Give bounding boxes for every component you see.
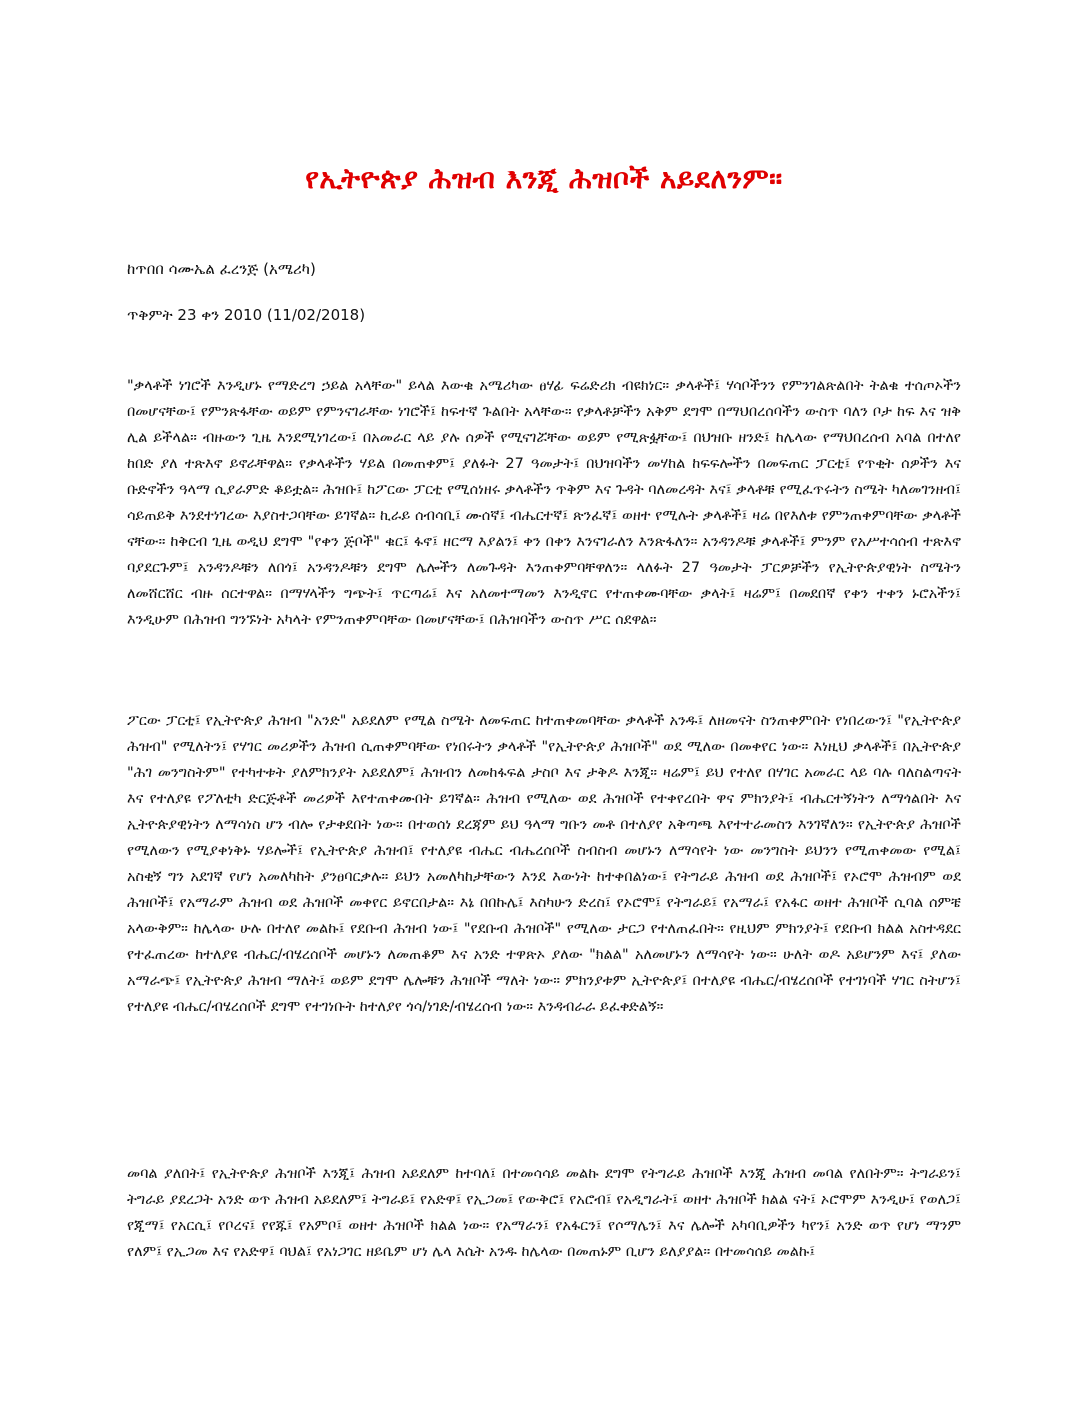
date-line: ጥቅምት 23 ቀን 2010 (11/02/2018)	[127, 306, 366, 324]
paragraph-3: መባል ያለበት፤ የኢትዮጵያ ሕዝቦች እንጂ፤ ሕዝብ አይደለም ከተባለ፤ በተመሳሳይ መልኩ ደግሞ የትግራይ ሕዝቦች እንጂ ሕዝብ መባል የለበትም። ትግራይን፤ ትግራይ ያደረጋት አንድ ወጥ ሕዝብ አይደለም፤ ትግራይ፤ የአድዋ፤ የኢጋመ፤ የውቅሮ፤ የአሮብ፤ የአዲግራት፤ ወዘተ ሕዝቦች ክልል ናት፤ ኦሮሞም እንዲሁ፤ የወለጋ፤ የጂማ፤ የአርሲ፤ የቦረና፤ የየጁ፤ የአምቦ፤ ወዘተ ሕዝቦች ክልል ነው። የአማራን፤ የአፋርን፤ የሶማሌን፤ እና ሌሎች አካባቢዎችን ካየን፤ አንድ ወጥ የሆነ ማንም የለም፤ የኢጋመ እና የአድዋ፤ ባህል፤ የአነጋገር ዘይቤም ሆነ ሌላ እሴት አንዱ ከሌላው በመጠኑም ቢሆን ይለያያል። በተመሳሰይ መልኩ፤	[127, 1166, 961, 1260]
paragraph-1: "ቃላቶች ነገሮች እንዲሆኑ የማድረግ ኃይል አላቸው" ይላል እውቁ አሜሪካው ፀሃፊ ፍሬድሪክ ብዩክነር። ቃላቶች፤ ሃሳቦችንን የምንገልጽልበት ትልቁ ተሰጦኦችን በመሆናቸው፤ የምንጽፋቸው ወይም የምንናገራቸው ነገሮች፤ ከፍተኛ ጉልበት አላቸው። የቃላቶቻችን አቅም ደግሞ በማህበረሰባችን ውስጥ ባለን ቦታ ከፍ እና ዝቅ ሊል ይችላል። ብዙውን ጊዜ እንደሚነገረው፤ በአመራር ላይ ያሉ ሰዎች የሚናገሯቸው ወይም የሚጽፏቸው፤ በህዝቡ ዘንድ፤ ከሌላው የማህበረሰብ አባል በተለየ ከበድ ያለ ተጽእኖ ይኖራቸዋል። የቃላቶችን ሃይል በመጠቀም፤ ያለፉት 27 ዓመታት፤ በህዝባችን መሃከል ከፍፍሎችን በመፍጠር ፓርቲ፤ የጥቂት ሰዎችን እና ቡድኖችን ዓላማ ሲያራምድ ቆይቷል። ሕዝቡ፤ ከፖርው ፓርቲ የሚሰነዘሩ ቃላቶችን ጥቅም እና ጉዳት ባለመረዳት እና፤ ቃላቶቹ የሚፈጥሩትን ስሜት ካለመገንዘብ፤ ሳይጠይቅ እንደተነገረው እያስተጋባቸው ይገኛል። ኪራይ ሰብሳቢ፤ ሙሰኛ፤ ብሔርተኛ፤ ጽንፈኛ፤ ወዘተ የሚሉት ቃላቶች፤ ዛሬ በየእለቱ የምንጠቀምባቸው ቃላቶች ናቸው። ከቅርብ ጊዜ ወዲህ ደግሞ "የቀን ጅቦች" ቁር፤ ፋኖ፤ ዘርማ እያልን፤ ቀን በቀን እንናገራለን እንጽፋለን። አንዳንዶቹ ቃላቶች፤ ምንም የአሥተሳሰብ ተጽእኖ ባያደርጉም፤ አንዳንዶቹን ለበጎ፤ አንዳንዶቹን ደግሞ ሌሎችን ለመጉዳት እንጠቀምባቸዋለን። ላለፉት 27 ዓመታት ፓርዎቻችን የኢትዮጵያዊነት ስሜትን ለመሸርሸር ብዙ ሰርተዋል። በማሃላችን ግጭት፤ ጥርጣሬ፤ እና አለመተማመን እንዲኖር የተጠቀሙባቸው ቃላት፤ ዛሬም፤ በመደበኛ የቀን ተቀን ኑሮአችን፤ እንዲሁም በሕዝብ ግንኙነት አካላት የምንጠቀምባቸው በመሆናቸው፤ በሕዝባችን ውስጥ ሥር ሰደዋል።	[127, 378, 961, 628]
author-line: ከጥበበ ሳሙኤል ፈረንጅ (አሜሪካ)	[127, 260, 316, 278]
page-title: የኢትዮጵያ ሕዝብ እንጂ ሕዝቦች አይደለንም።	[305, 162, 783, 195]
paragraph-2: ፖርው ፓርቲ፤ የኢትዮጵያ ሕዝብ "አንድ" አይደለም የሚል ስሜት ለመፍጠር ከተጠቀመባቸው ቃላቶች አንዱ፤ ለዘመናት ስንጠቀምበት የነበረውን፤ "የኢትዮጵያ ሕዝብ" የሚለትን፤ የሃገር መሪዎችን ሕዝብ ሲጠቀምባቸው የነበሩትን ቃላቶች "የኢትዮጵያ ሕዝቦች" ወደ ሚለው በመቀየር ነው። እነዚህ ቃላቶች፤ በኢትዮጵያ "ሕገ መንግስትም" የተካተቱት ያለምክንያት አይደለም፤ ሕዝብን ለመከፋፍል ታስቦ እና ታቅዶ እንጂ። ዛሬም፤ ይህ የተለየ በሃገር አመራር ላይ ባሉ ባለስልጣናት እና የተለያዩ የፖለቲካ ድርጅቶች መሪዎች እየተጠቀሙበት ይገኛል። ሕዝብ የሚለው ወደ ሕዝቦች የተቀየረበት ዋና ምክንያት፤ ብሔርተኝነትን ለማጎልበት እና ኢትዮጵያዊነትን ለማሳነስ ሆን ብሎ የታቀደበት ነው። በተወሰነ ደረጃም ይህ ዓላማ ግቡን መቶ በተለያየ አቅጣጫ እየተተራመስን እንገኛለን። የኢትዮጵያ ሕዝቦች የሚለውን የሚያቀነቅኑ ሃይሎች፤ የኢትዮጵያ ሕዝብ፤ የተለያዩ ብሔር ብሔረሰቦች ስብስብ መሆኑን ለማሳየት ነው መንግስት ይህንን የሚጠቀመው የሚል፤ አስቂኝ ግን አደገኛ የሆነ አመለካከት ያንፀባርቃሉ። ይህን አመለካከታቸውን እንደ እውነት ከተቀበልነው፤ የትግራይ ሕዝብ ወደ ሕዝቦች፤ የኦሮሞ ሕዝብም ወደ ሕዝቦች፤ የአማራም ሕዝብ ወደ ሕዝቦች መቀየር ይኖርበታል። እኔ በበኩሌ፤ እስካሁን ድረስ፤ የኦሮሞ፤ የትግራይ፤ የአማራ፤ የአፋር ወዘተ ሕዝቦች ሲባል ሰምቼ አላውቅም። ከሌላው ሁሉ በተለየ መልኩ፤ የደቡብ ሕዝብ ነው፤ "የደቡብ ሕዝቦች" የሚለው ታርጋ የተለጠፈበት። የዚህም ምክንያት፤ የደቡብ ክልል አስተዳደር የተፈጠረው ከተለያዩ ብሔር/ብሄረሰቦች መሆኑን ለመጠቆም እና አንድ ተዋጽኦ ያለው "ክልል" አለመሆኑን ለማሳየት ነው። ሁለት ወዶ አይሆንም እና፤ ያለው አማራጭ፤ የኢትዮጵያ ሕዝብ ማለት፤ ወይም ደግሞ ሌሎቹን ሕዝቦች ማለት ነው። ምክንያቱም ኢትዮጵያ፤ በተለያዩ ብሔር/ብሄረሰቦች የተገነባች ሃገር ስትሆን፤ የተለያዩ ብሔር/ብሄረሰቦች ደግሞ የተገነቡት ከተለያየ ጎሳ/ነገድ/ብሄረሰብ ነው። እንዳብራራ ይፈቀድልኝ።	[127, 713, 961, 1015]
